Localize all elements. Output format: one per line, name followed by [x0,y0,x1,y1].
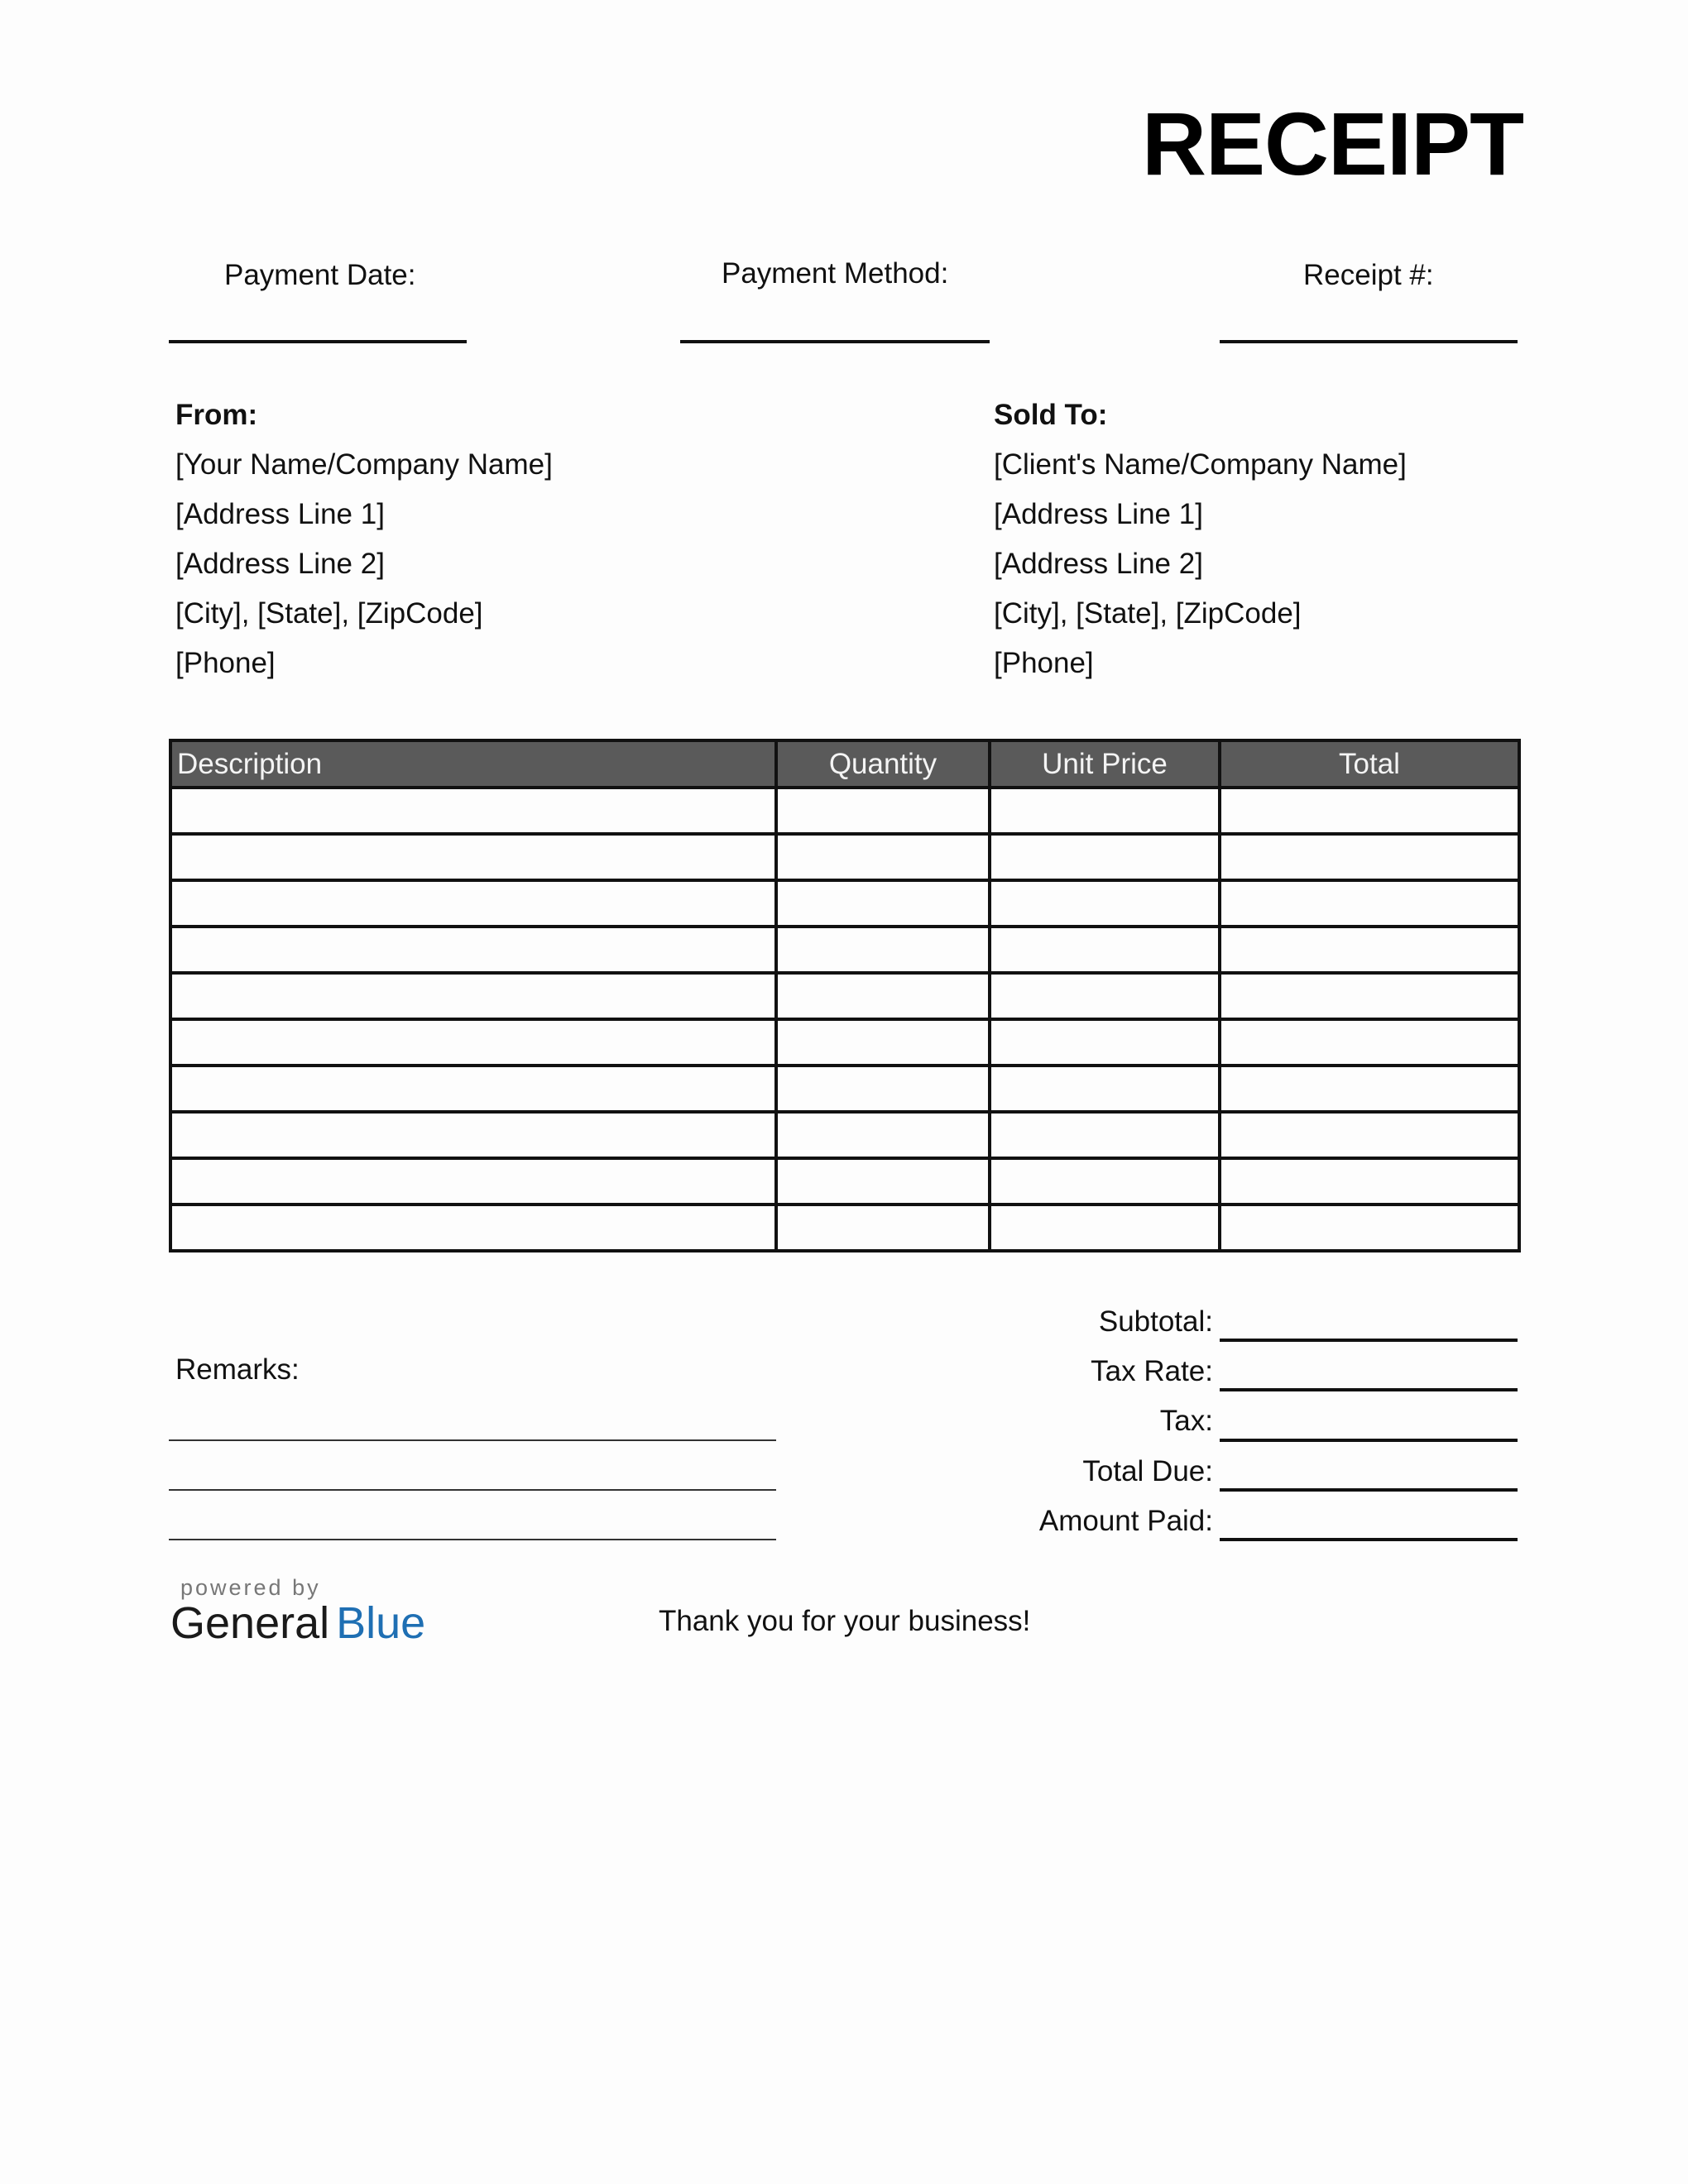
from-city-state-zip[interactable]: [City], [State], [ZipCode] [175,597,483,630]
table-row [170,927,1519,973]
cell-description[interactable] [170,973,776,1019]
cell-description[interactable] [170,834,776,880]
cell-unit-price[interactable] [990,1158,1220,1205]
sold-to-block [994,390,1407,688]
column-header-unit-price: Unit Price [990,740,1220,788]
remarks-line-1[interactable] [169,1439,776,1441]
cell-quantity[interactable] [776,1205,990,1251]
receipt-number-label: Receipt #: [1303,259,1434,291]
total-due-label: Total Due: [1082,1455,1213,1487]
table-row [170,834,1519,880]
tax-rate-label: Tax Rate: [1091,1355,1213,1387]
subtotal-label: Subtotal: [1098,1305,1213,1338]
sold-to-address-line-1[interactable]: [Address Line 1] [994,498,1203,530]
table-row [170,880,1519,927]
column-header-quantity: Quantity [776,740,990,788]
cell-quantity[interactable] [776,834,990,880]
receipt-title: RECEIPT [1142,93,1524,194]
cell-description[interactable] [170,880,776,927]
table-row [170,973,1519,1019]
cell-description[interactable] [170,1066,776,1112]
cell-unit-price[interactable] [990,1112,1220,1158]
cell-unit-price[interactable] [990,1019,1220,1066]
cell-quantity[interactable] [776,880,990,927]
total-due-field[interactable] [1220,1488,1518,1492]
items-table [169,739,1521,1252]
cell-total[interactable] [1220,1112,1519,1158]
payment-date-label: Payment Date: [224,259,416,291]
cell-description[interactable] [170,1112,776,1158]
cell-unit-price[interactable] [990,1205,1220,1251]
subtotal-field[interactable] [1220,1339,1518,1342]
cell-description[interactable] [170,1019,776,1066]
remarks-line-2[interactable] [169,1489,776,1491]
remarks-line-3[interactable] [169,1539,776,1540]
remarks-label: Remarks: [175,1353,300,1386]
table-row [170,1205,1519,1251]
cell-quantity[interactable] [776,1066,990,1112]
cell-quantity[interactable] [776,1158,990,1205]
tax-field[interactable] [1220,1439,1518,1442]
cell-description[interactable] [170,788,776,834]
from-address-line-2[interactable]: [Address Line 2] [175,548,385,580]
table-row [170,1158,1519,1205]
payment-date-field[interactable] [169,340,467,343]
from-heading: From: [175,399,258,431]
cell-unit-price[interactable] [990,834,1220,880]
cell-description[interactable] [170,927,776,973]
cell-total[interactable] [1220,1066,1519,1112]
receipt-number-field[interactable] [1220,340,1518,343]
cell-unit-price[interactable] [990,1066,1220,1112]
cell-quantity[interactable] [776,788,990,834]
cell-quantity[interactable] [776,1019,990,1066]
sold-to-city-state-zip[interactable]: [City], [State], [ZipCode] [994,597,1302,630]
cell-total[interactable] [1220,973,1519,1019]
table-row [170,1066,1519,1112]
cell-quantity[interactable] [776,1112,990,1158]
items-body [170,788,1519,1251]
table-row [170,788,1519,834]
cell-unit-price[interactable] [990,973,1220,1019]
sold-to-heading: Sold To: [994,399,1108,431]
payment-method-field[interactable] [680,340,990,343]
table-row [170,1112,1519,1158]
amount-paid-label: Amount Paid: [1038,1505,1213,1537]
sold-to-name[interactable]: [Client's Name/Company Name] [994,448,1407,481]
cell-total[interactable] [1220,788,1519,834]
table-header-row [170,740,1519,788]
column-header-total: Total [1220,740,1519,788]
cell-total[interactable] [1220,1205,1519,1251]
cell-unit-price[interactable] [990,880,1220,927]
brand-logo [170,1598,426,1648]
brand-logo-part-general: General [170,1598,330,1648]
column-header-description: Description [170,740,776,788]
brand-logo-part-blue: Blue [336,1598,426,1648]
from-address-line-1[interactable]: [Address Line 1] [175,498,385,530]
cell-quantity[interactable] [776,927,990,973]
cell-unit-price[interactable] [990,927,1220,973]
table-row [170,1019,1519,1066]
cell-quantity[interactable] [776,973,990,1019]
cell-unit-price[interactable] [990,788,1220,834]
cell-description[interactable] [170,1158,776,1205]
sold-to-phone[interactable]: [Phone] [994,647,1094,679]
cell-description[interactable] [170,1205,776,1251]
payment-method-label: Payment Method: [722,257,949,290]
cell-total[interactable] [1220,880,1519,927]
cell-total[interactable] [1220,834,1519,880]
sold-to-address-line-2[interactable]: [Address Line 2] [994,548,1203,580]
cell-total[interactable] [1220,927,1519,973]
from-name[interactable]: [Your Name/Company Name] [175,448,553,481]
cell-total[interactable] [1220,1019,1519,1066]
amount-paid-field[interactable] [1220,1538,1518,1541]
powered-by-text: powered by [180,1575,321,1600]
cell-total[interactable] [1220,1158,1519,1205]
from-phone[interactable]: [Phone] [175,647,276,679]
tax-rate-field[interactable] [1220,1388,1518,1391]
thank-you-message: Thank you for your business! [659,1605,1031,1637]
from-block [175,390,553,688]
tax-label: Tax: [1159,1405,1213,1437]
